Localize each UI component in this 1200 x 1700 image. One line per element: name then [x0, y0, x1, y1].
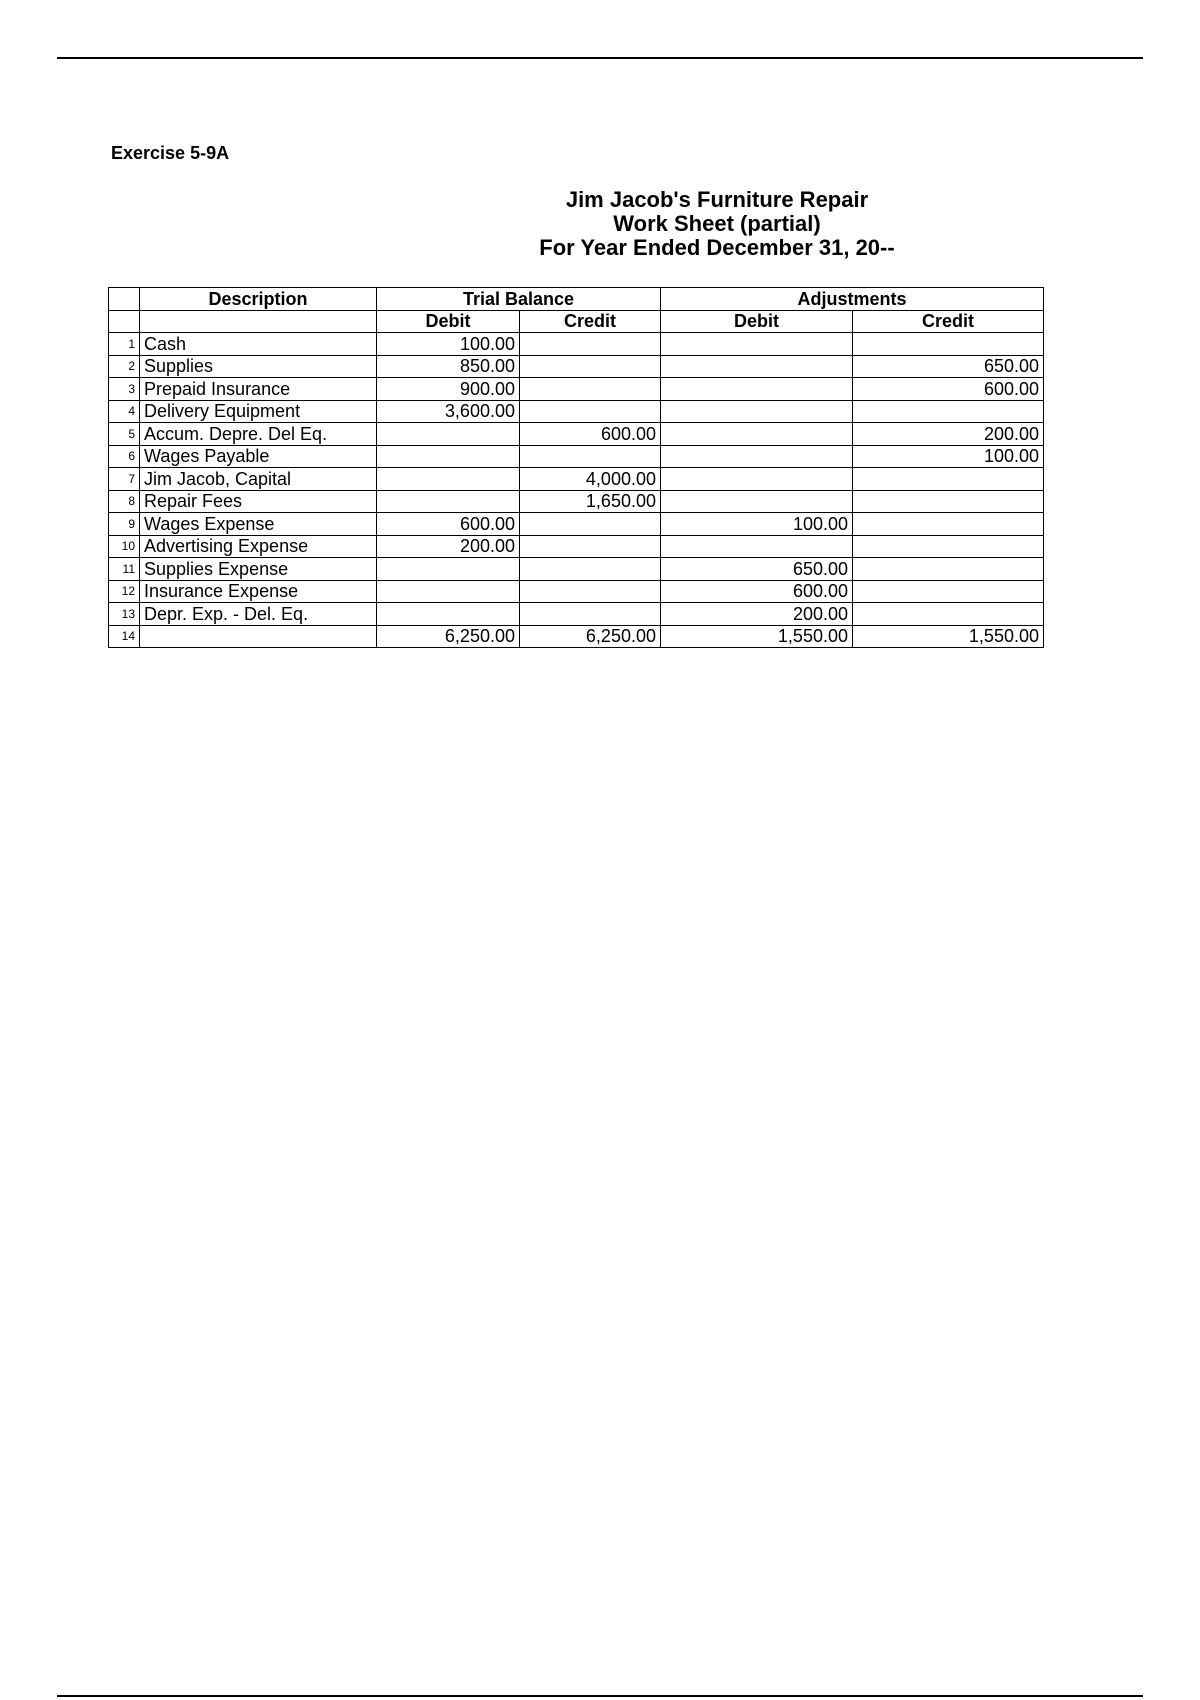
row-number: 4 [109, 400, 140, 423]
adj-credit-cell [853, 603, 1044, 626]
table-row [109, 355, 1044, 378]
tb-credit-cell: 4,000.00 [520, 468, 661, 491]
adj-credit-cell [853, 490, 1044, 513]
adj-credit-cell: 1,550.00 [853, 625, 1044, 648]
tb-debit-cell: 6,250.00 [377, 625, 520, 648]
header-row-columns [109, 310, 1044, 333]
adj-debit-cell [661, 355, 853, 378]
description-cell: Repair Fees [140, 490, 377, 513]
description-cell: Insurance Expense [140, 580, 377, 603]
tb-debit-cell: 900.00 [377, 378, 520, 401]
adj-credit-cell: 600.00 [853, 378, 1044, 401]
adj-credit-cell [853, 333, 1044, 356]
tb-debit-cell: 600.00 [377, 513, 520, 536]
row-number: 9 [109, 513, 140, 536]
table-row [109, 558, 1044, 581]
company-name: Jim Jacob's Furniture Repair [565, 187, 869, 212]
tb-credit-cell [520, 558, 661, 581]
tb-debit-cell [377, 580, 520, 603]
row-number: 14 [109, 625, 140, 648]
tb-debit-cell [377, 558, 520, 581]
table-row [109, 400, 1044, 423]
adj-debit-cell [661, 468, 853, 491]
row-number: 11 [109, 558, 140, 581]
adj-credit-cell [853, 400, 1044, 423]
header-rownum-cell [109, 288, 140, 311]
row-number: 6 [109, 445, 140, 468]
table-row [109, 580, 1044, 603]
period-label: For Year Ended December 31, 20-- [539, 235, 895, 260]
table-row [109, 445, 1044, 468]
header-tb-debit: Debit [377, 310, 520, 333]
tb-credit-cell [520, 445, 661, 468]
description-cell [140, 625, 377, 648]
worksheet-title [460, 188, 974, 260]
description-cell: Accum. Depre. Del Eq. [140, 423, 377, 446]
header-tb-credit: Credit [520, 310, 661, 333]
adj-credit-cell [853, 468, 1044, 491]
tb-debit-cell [377, 423, 520, 446]
table-row [109, 603, 1044, 626]
tb-credit-cell: 6,250.00 [520, 625, 661, 648]
row-number: 12 [109, 580, 140, 603]
table-row [109, 490, 1044, 513]
table-row [109, 625, 1044, 648]
description-cell: Wages Payable [140, 445, 377, 468]
statement-name: Work Sheet (partial) [613, 211, 821, 236]
adj-debit-cell: 1,550.00 [661, 625, 853, 648]
row-number: 1 [109, 333, 140, 356]
table-row [109, 423, 1044, 446]
description-cell: Prepaid Insurance [140, 378, 377, 401]
table-row [109, 513, 1044, 536]
adj-credit-cell [853, 558, 1044, 581]
exercise-label: Exercise 5-9A [111, 143, 230, 163]
tb-credit-cell: 1,650.00 [520, 490, 661, 513]
tb-credit-cell [520, 333, 661, 356]
description-cell: Supplies Expense [140, 558, 377, 581]
adj-debit-cell: 100.00 [661, 513, 853, 536]
adj-debit-cell [661, 378, 853, 401]
adj-debit-cell [661, 400, 853, 423]
row-number: 5 [109, 423, 140, 446]
description-cell: Supplies [140, 355, 377, 378]
adj-credit-cell: 650.00 [853, 355, 1044, 378]
table-row [109, 468, 1044, 491]
table-row [109, 378, 1044, 401]
tb-debit-cell [377, 468, 520, 491]
adj-debit-cell [661, 445, 853, 468]
top-rule [57, 57, 1143, 59]
header-row-groups [109, 288, 1044, 311]
tb-credit-cell [520, 513, 661, 536]
row-number: 8 [109, 490, 140, 513]
tb-credit-cell [520, 535, 661, 558]
adj-debit-cell: 650.00 [661, 558, 853, 581]
row-number: 7 [109, 468, 140, 491]
tb-debit-cell: 200.00 [377, 535, 520, 558]
worksheet-table [108, 287, 1044, 648]
adj-debit-cell: 600.00 [661, 580, 853, 603]
description-cell: Wages Expense [140, 513, 377, 536]
tb-debit-cell: 3,600.00 [377, 400, 520, 423]
adj-credit-cell [853, 513, 1044, 536]
row-number: 3 [109, 378, 140, 401]
bottom-rule [57, 1695, 1143, 1697]
tb-debit-cell: 850.00 [377, 355, 520, 378]
adj-debit-cell [661, 535, 853, 558]
table-row [109, 535, 1044, 558]
tb-credit-cell [520, 603, 661, 626]
adj-credit-cell: 100.00 [853, 445, 1044, 468]
description-cell: Jim Jacob, Capital [140, 468, 377, 491]
description-cell: Advertising Expense [140, 535, 377, 558]
table-row [109, 333, 1044, 356]
tb-credit-cell: 600.00 [520, 423, 661, 446]
tb-credit-cell [520, 355, 661, 378]
tb-debit-cell: 100.00 [377, 333, 520, 356]
header-trial-balance: Trial Balance [377, 288, 661, 311]
row-number: 13 [109, 603, 140, 626]
description-cell: Delivery Equipment [140, 400, 377, 423]
adj-credit-cell: 200.00 [853, 423, 1044, 446]
adj-debit-cell [661, 333, 853, 356]
header-description: Description [140, 288, 377, 311]
description-cell: Depr. Exp. - Del. Eq. [140, 603, 377, 626]
tb-debit-cell [377, 490, 520, 513]
adj-debit-cell: 200.00 [661, 603, 853, 626]
adj-debit-cell [661, 490, 853, 513]
header-rownum-cell [109, 310, 140, 333]
header-description-blank [140, 310, 377, 333]
row-number: 10 [109, 535, 140, 558]
adj-credit-cell [853, 535, 1044, 558]
tb-credit-cell [520, 580, 661, 603]
header-adj-debit: Debit [661, 310, 853, 333]
header-adj-credit: Credit [853, 310, 1044, 333]
tb-debit-cell [377, 603, 520, 626]
tb-credit-cell [520, 378, 661, 401]
header-adjustments: Adjustments [661, 288, 1044, 311]
adj-debit-cell [661, 423, 853, 446]
tb-credit-cell [520, 400, 661, 423]
tb-debit-cell [377, 445, 520, 468]
description-cell: Cash [140, 333, 377, 356]
row-number: 2 [109, 355, 140, 378]
adj-credit-cell [853, 580, 1044, 603]
